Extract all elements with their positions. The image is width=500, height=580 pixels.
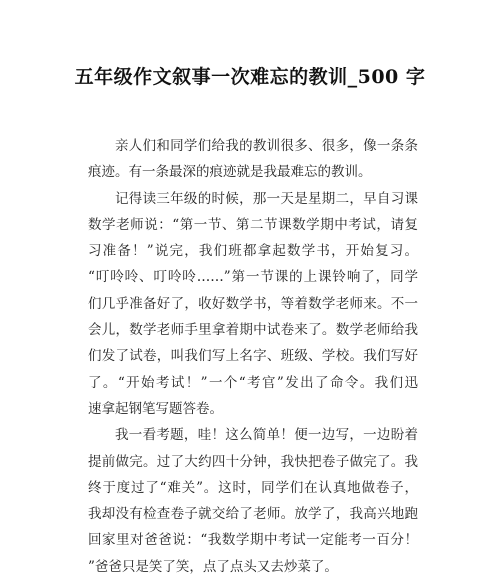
paragraph-line: 亲人们和同学们给我的教训很多、很多，像一条条: [115, 138, 418, 154]
paragraph-line: 我一看考题，哇！这么简单！便一边写，一边盼着: [115, 427, 418, 444]
paragraph-line: “叮呤呤、叮呤呤……”第一节课的上课铃响了，同学: [88, 269, 418, 286]
paragraph-line: 我却没有检查卷子就交给了老师。放学了，我高兴地跑: [88, 506, 418, 523]
paragraph-line: 数学老师说：“第一节、第二节课数学期中考试，请复: [88, 216, 418, 233]
paragraph-line: 了。“开始考试！”一个“考官”发出了命令。我们迅: [88, 374, 418, 391]
document-body: [88, 133, 418, 580]
paragraph-line: 提前做完。过了大约四十分钟，我快把卷子做完了。我: [88, 453, 418, 470]
paragraph-line: 记得读三年级的时候，那一天是星期二，早自习课: [115, 190, 418, 207]
paragraph-line: 会儿，数学老师手里拿着期中试卷来了。数学老师给我: [88, 322, 418, 339]
paragraph-line: 们几乎准备好了，收好数学书，等着数学老师来。不一: [88, 295, 418, 312]
paragraph-line: ”爸爸只是笑了笑，点了点头又去炒菜了。: [88, 558, 338, 575]
paragraph-line: 们发了试卷，叫我们写上名字、班级、学校。我们写好: [88, 348, 418, 365]
paragraph-line: 速拿起钢笔写题答卷。: [88, 400, 223, 417]
paragraph-line: 回家里对爸爸说：“我数学期中考试一定能考一百分！: [88, 532, 418, 549]
paragraph-line: 习准备！”说完，我们班都拿起数学书，开始复习。: [88, 243, 418, 260]
paragraph-line: 终于度过了“难关”。这时，同学们在认真地做卷子，: [88, 479, 418, 496]
paragraph-line: 痕迹。有一条最深的痕迹就是我最难忘的教训。: [88, 164, 372, 181]
document-title: 五年级作文叙事一次难忘的教训_500 字: [74, 66, 426, 88]
